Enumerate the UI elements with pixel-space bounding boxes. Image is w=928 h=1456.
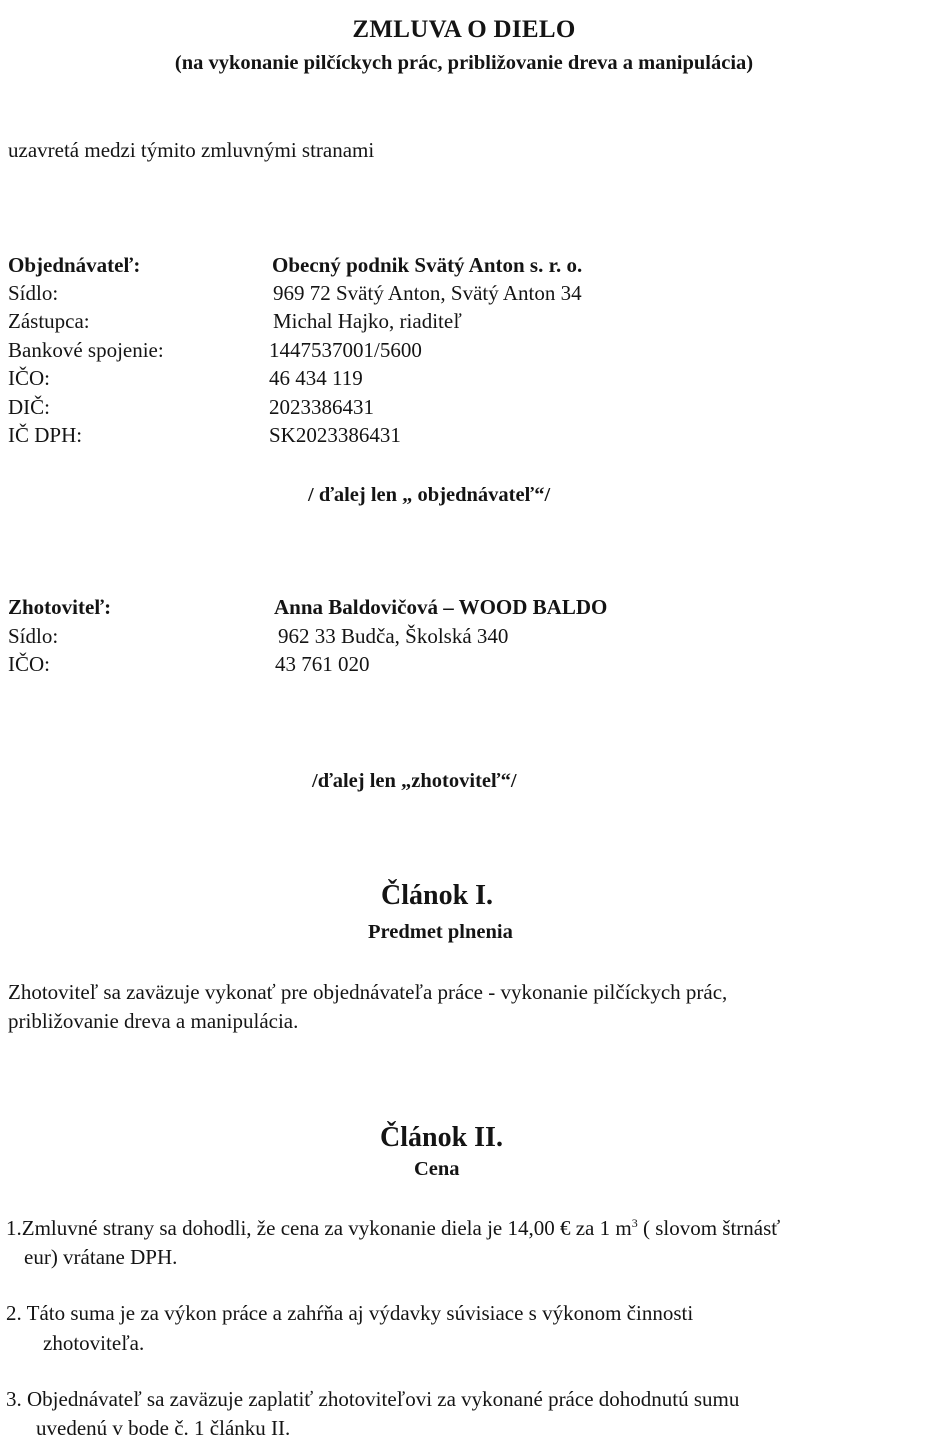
article-2-item-1-line-2: eur) vrátane DPH. <box>24 1245 178 1269</box>
article-2-subheading: Cena <box>414 1158 460 1180</box>
customer-seat-value: 969 72 Svätý Anton, Svätý Anton 34 <box>273 281 582 305</box>
contractor-ico-value: 43 761 020 <box>275 652 370 676</box>
cubic-superscript: 3 <box>631 1216 638 1230</box>
intro-text: uzavretá medzi týmito zmluvnými stranami <box>8 138 375 162</box>
document-subtitle: (na vykonanie pilčíckych prác, približovanie dreva a manipulácia) <box>174 52 754 74</box>
article-2-item-2-line-1: 2. Táto suma je za výkon práce a zahŕňa aj výdavky súvisiace s výkonom činnosti <box>6 1301 694 1325</box>
article-2-heading: Článok II. <box>380 1122 503 1153</box>
article-2-item-3-line-2: uvedenú v bode č. 1 článku II. <box>36 1416 291 1440</box>
customer-representative-value: Michal Hajko, riaditeľ <box>273 309 462 333</box>
contractor-name: Anna Baldovičová – WOOD BALDO <box>274 595 608 619</box>
customer-representative-label: Zástupca: <box>8 309 90 333</box>
customer-dic-label: DIČ: <box>8 395 50 419</box>
article-1-text-line-1: Zhotoviteľ sa zaväzuje vykonať pre objednávateľa práce - vykonanie pilčíckych prác, <box>8 980 728 1004</box>
document-title: ZMLUVA O DIELO <box>352 16 576 43</box>
customer-ico-value: 46 434 119 <box>269 366 363 390</box>
customer-ico-label: IČO: <box>8 366 50 390</box>
customer-alias: / ďalej len „ objednávateľ“/ <box>308 484 551 506</box>
customer-seat-label: Sídlo: <box>8 281 59 305</box>
article-2-item-1-text: 1.Zmluvné strany sa dohodli, že cena za vykonanie diela je 14,00 € za 1 m <box>6 1216 632 1240</box>
contractor-alias: /ďalej len „zhotoviteľ“/ <box>312 770 517 792</box>
customer-bank-label: Bankové spojenie: <box>8 338 164 362</box>
customer-bank-value: 1447537001/5600 <box>269 338 422 362</box>
article-2-item-2-line-2: zhotoviteľa. <box>43 1331 145 1355</box>
article-1-heading: Článok I. <box>381 880 494 911</box>
article-2-item-3-line-1: 3. Objednávateľ sa zaväzuje zaplatiť zhotoviteľovi za vykonané práce dohodnutú sumu <box>6 1387 740 1411</box>
customer-label: Objednávateľ: <box>8 253 141 277</box>
article-2-item-1-line-1 <box>6 1215 780 1241</box>
customer-dic-value: 2023386431 <box>269 395 374 419</box>
article-2-item-1-words: ( slovom štrnásť <box>637 1216 781 1240</box>
article-1-subheading: Predmet plnenia <box>368 921 513 943</box>
contractor-seat-value: 962 33 Budča, Školská 340 <box>278 624 509 648</box>
contractor-label: Zhotoviteľ: <box>8 595 112 619</box>
contractor-seat-label: Sídlo: <box>8 624 59 648</box>
customer-name: Obecný podnik Svätý Anton s. r. o. <box>272 253 583 277</box>
customer-vat-label: IČ DPH: <box>8 423 83 447</box>
customer-vat-value: SK2023386431 <box>269 423 401 447</box>
article-1-text-line-2: približovanie dreva a manipulácia. <box>8 1009 299 1033</box>
contractor-ico-label: IČO: <box>8 652 50 676</box>
